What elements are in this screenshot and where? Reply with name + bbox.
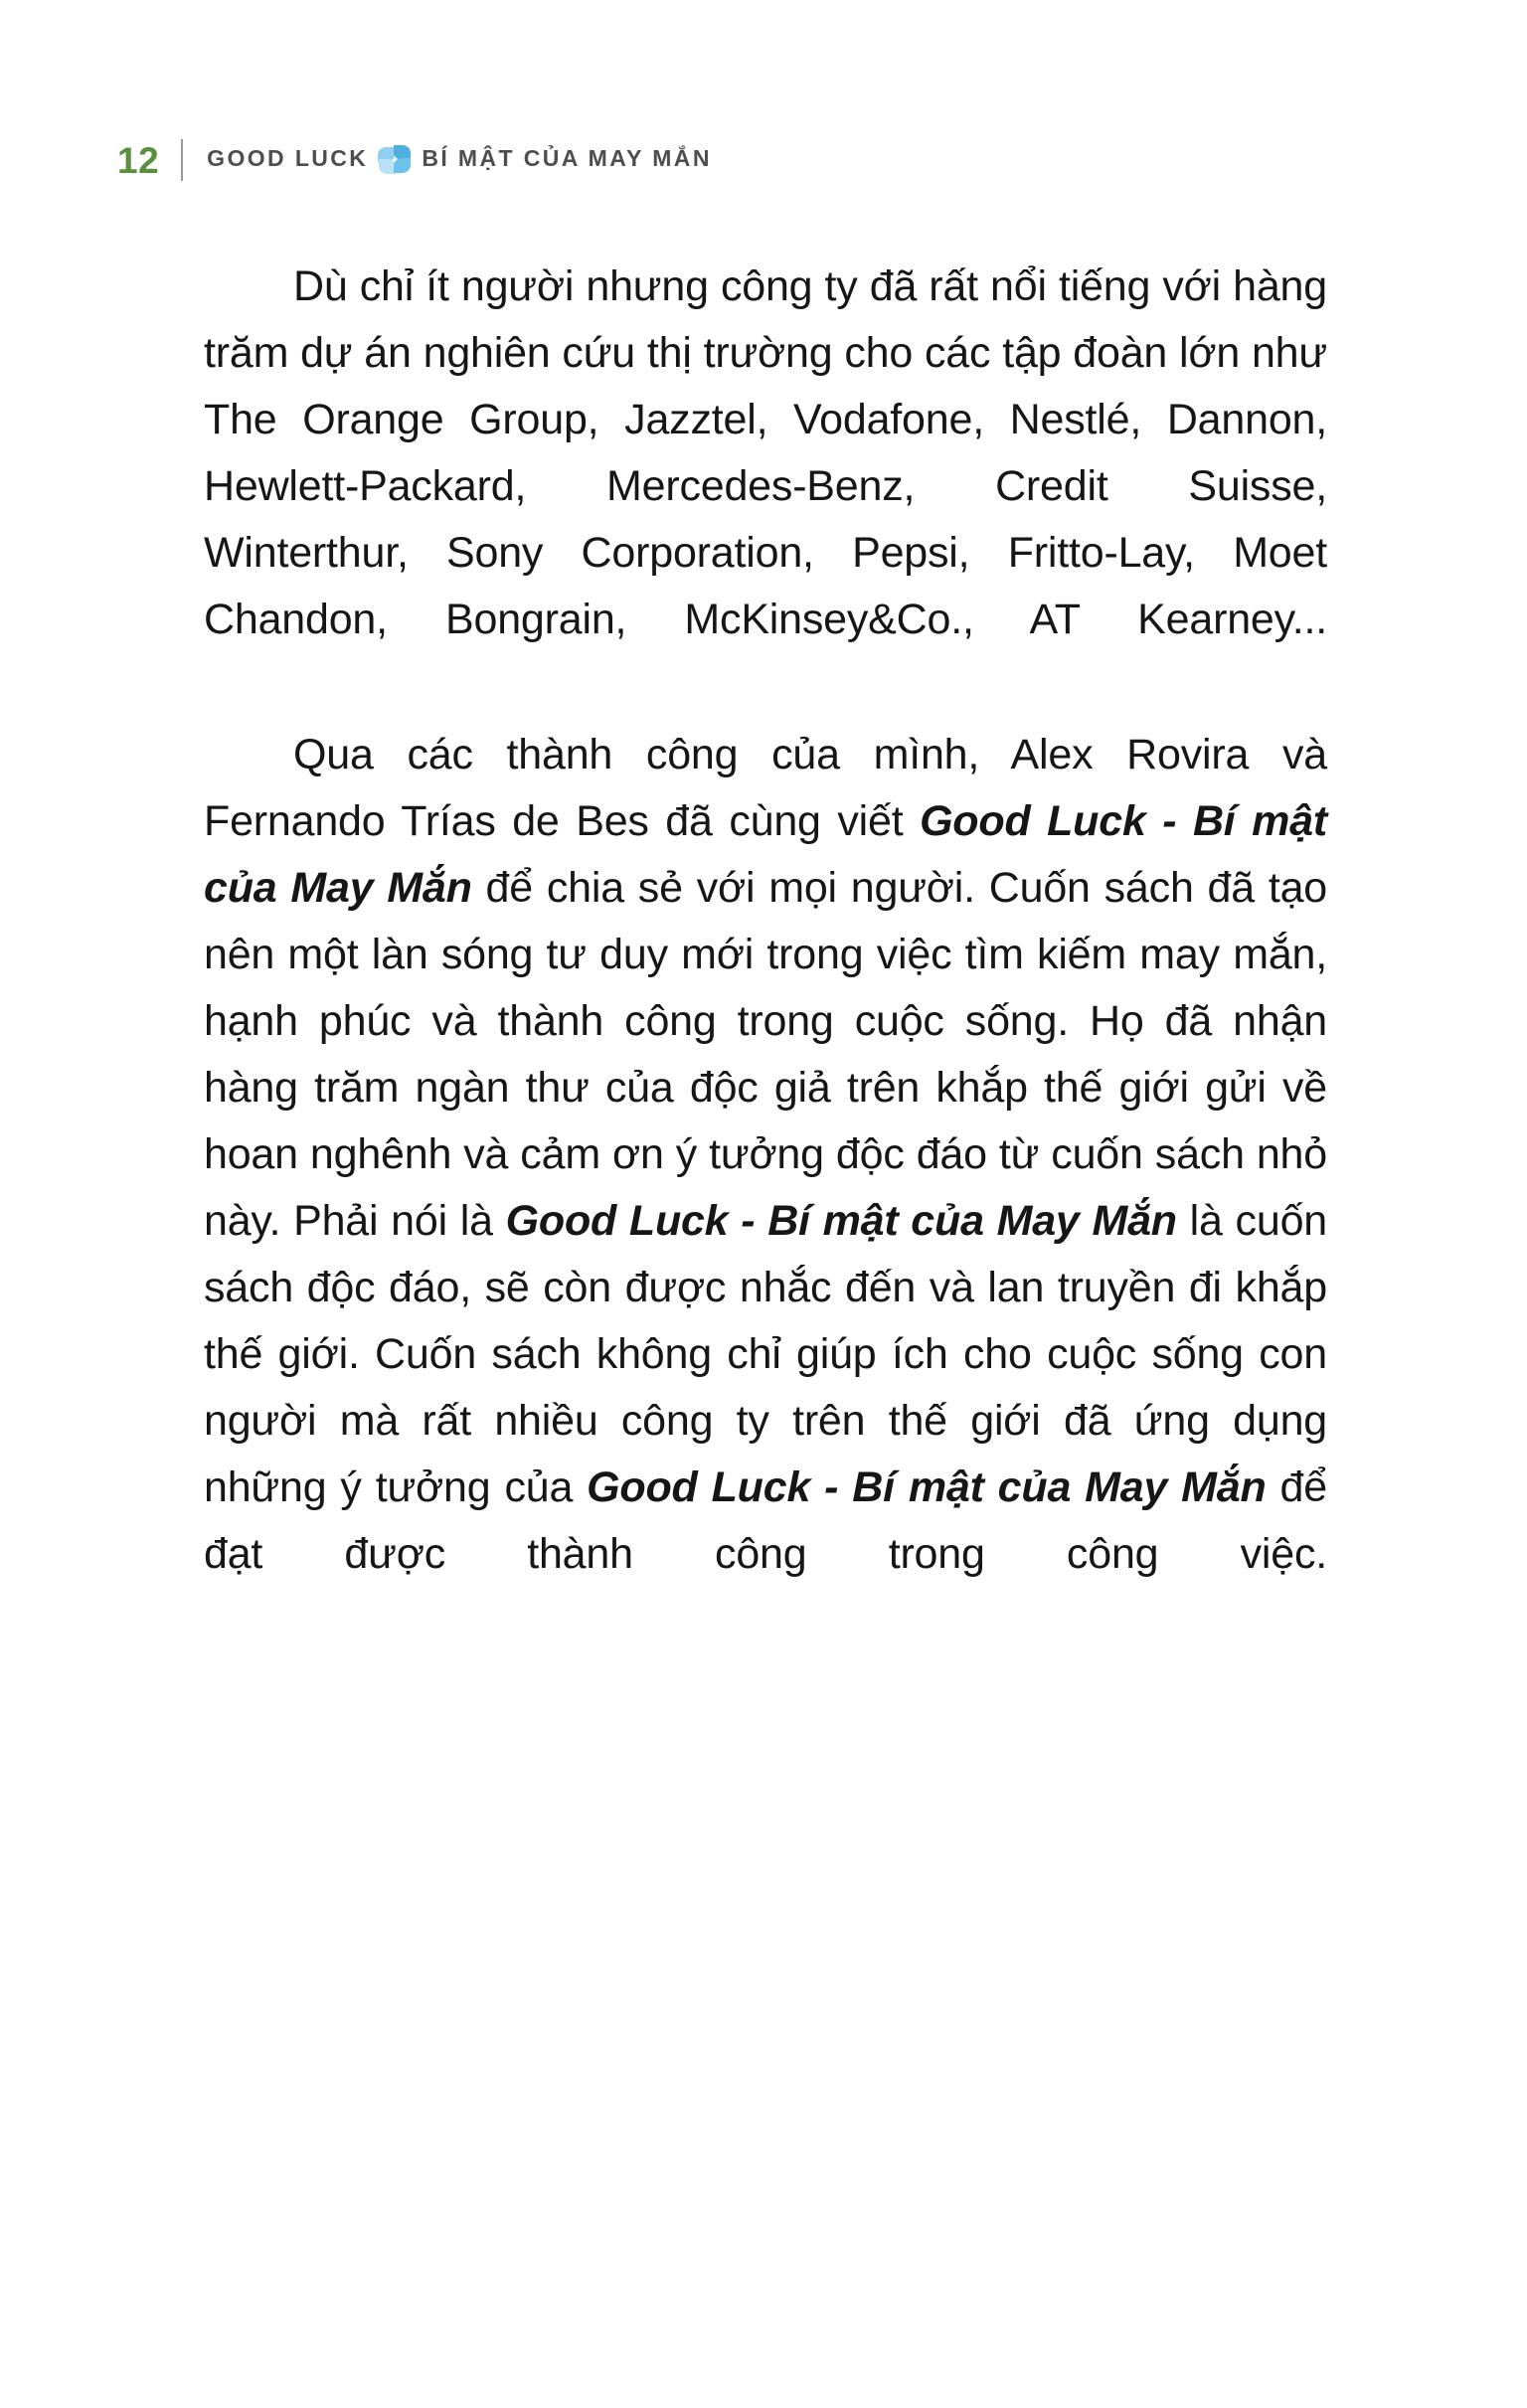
para2-run-7: để đạt được thành công trong công việc. bbox=[204, 1463, 1327, 1578]
page-content bbox=[204, 254, 1327, 1656]
header-title-text: GOOD LUCK bbox=[207, 145, 369, 172]
paragraph-2 bbox=[204, 722, 1327, 1654]
paragraph-1: Dù chỉ ít người nhưng công ty đã rất nổi tiếng với hàng trăm dự án nghiên cứu thị trường cho các tập đoàn lớn như The Orange Group, Jazztel, Vodafone, Nestlé, Dannon, Hewlett-Packard, Mercedes-Benz, Credit Suisse, Winterthur, Sony Corporation, Pepsi, Fritto-Lay, Moet Chandon, Bongrain, McKinsey&Co., AT Kearney... bbox=[204, 262, 1327, 643]
four-leaf-clover-icon bbox=[378, 145, 412, 175]
header-subtitle-text: BÍ MẬT CỦA MAY MẮN bbox=[422, 145, 712, 172]
para2-run-3: để chia sẻ với mọi người. Cuốn sách đã tạo nên một làn sóng tư duy mới trong việc tìm kiếm may mắn, hạnh phúc và thành công trong cuộc sống. Họ đã nhận hàng trăm ngàn thư của độc giả trên khắp thế giới gửi về hoan nghênh và cảm ơn ý tưởng độc đáo từ cuốn sách nhỏ này. Phải nói là bbox=[204, 864, 1327, 1245]
header-book-title bbox=[207, 145, 712, 175]
running-header bbox=[117, 137, 712, 183]
header-divider bbox=[181, 139, 183, 181]
para2-run-5: là cuốn sách độc đáo, sẽ còn được nhắc đến và lan truyền đi khắp thế giới. Cuốn sách không chỉ giúp ích cho cuộc sống con người mà rất nhiều công ty trên thế giới đã ứng dụng những ý tưởng của bbox=[204, 1197, 1327, 1511]
para2-title-ref-2: Good Luck - Bí mật của May Mắn bbox=[505, 1197, 1177, 1245]
para2-title-ref-1: Good Luck - Bí mật của May Mắn bbox=[204, 797, 1327, 912]
page-number: 12 bbox=[117, 139, 160, 181]
para2-run-1: Qua các thành công của mình, Alex Rovira và Fernando Trías de Bes đã cùng viết bbox=[204, 731, 1327, 845]
para2-title-ref-3: Good Luck - Bí mật của May Mắn bbox=[587, 1463, 1267, 1511]
